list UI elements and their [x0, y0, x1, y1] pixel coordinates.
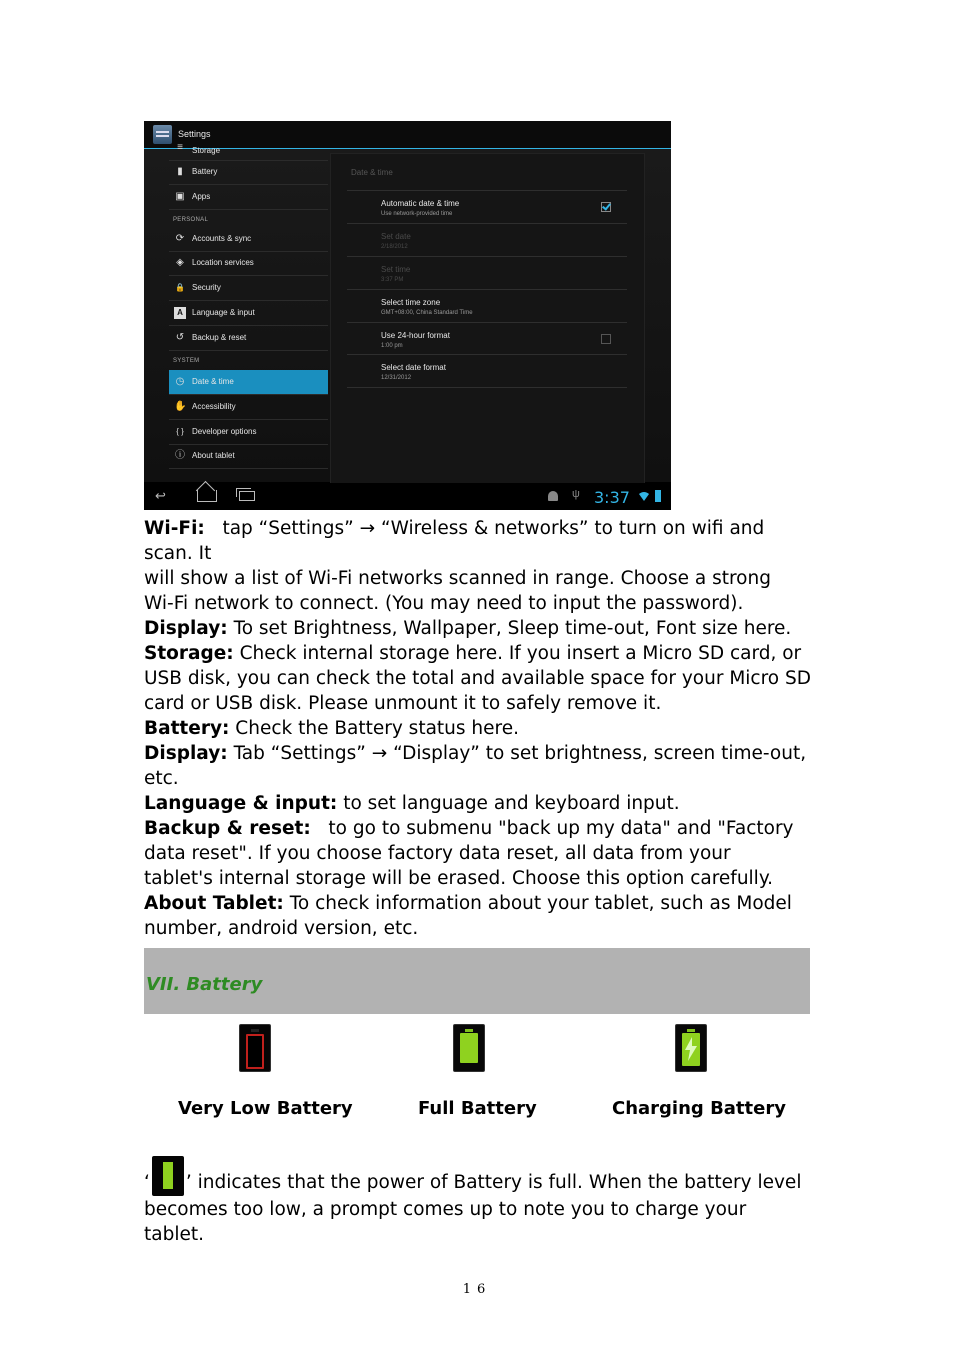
wifi-label: Wi-Fi:	[144, 518, 205, 539]
pref-summary: 12/31/2012	[381, 375, 412, 381]
settings-item-language[interactable]	[169, 301, 328, 326]
battery-charging-icon	[675, 1024, 707, 1072]
recent-apps-icon[interactable]	[239, 491, 255, 501]
settings-item-about[interactable]	[169, 444, 328, 469]
settings-item-date-time[interactable]	[169, 370, 328, 395]
display-text: etc.	[144, 768, 179, 789]
language-label: Language & input:	[144, 793, 338, 814]
settings-item-label: Apps	[192, 192, 211, 201]
display-text: To set Brightness, Wallpaper, Sleep time-out, Font size here.	[233, 618, 792, 639]
battery-full-label: Full Battery	[418, 1098, 537, 1119]
pref-summary: 1:00 pm	[381, 343, 403, 349]
settings-item-label: Location services	[192, 258, 254, 267]
backup-icon: ↺	[175, 332, 185, 343]
settings-item-label: Accessibility	[192, 402, 236, 411]
settings-screenshot	[144, 121, 671, 510]
battery-icon: ▮	[177, 166, 183, 177]
navigation-bar	[144, 483, 671, 510]
battery-low-label: Very Low Battery	[178, 1098, 353, 1119]
settings-item-label: About tablet	[192, 451, 235, 460]
lock-icon: 🔒	[175, 283, 185, 292]
about-text: To check information about your tablet, such as Model	[289, 893, 792, 914]
display-label: Display:	[144, 743, 228, 764]
sync-icon: ⟳	[175, 233, 185, 244]
storage-text: Check internal storage here. If you insert a Micro SD card, or	[239, 643, 802, 664]
display-text: Tab “Settings” → “Display” to set brightness, screen time-out,	[233, 743, 807, 764]
24-hour-checkbox[interactable]	[601, 334, 611, 344]
pref-title: Select date format	[381, 363, 446, 372]
pref-title: Use 24-hour format	[381, 331, 450, 340]
settings-item-apps[interactable]	[169, 185, 328, 210]
battery-cap	[687, 1029, 695, 1032]
pref-set-date[interactable]	[347, 223, 627, 256]
home-icon[interactable]	[197, 490, 217, 502]
settings-item-label: Battery	[192, 167, 218, 176]
pref-summary: GMT+08:00, China Standard Time	[381, 310, 473, 316]
pref-24-hour[interactable]	[347, 322, 627, 355]
status-battery-icon	[655, 490, 661, 502]
display-label: Display:	[144, 618, 228, 639]
page-number: 16	[462, 1282, 492, 1297]
battery-cap	[251, 1029, 259, 1032]
wifi-text: Wi-Fi network to connect. (You may need to input the password).	[144, 593, 744, 614]
settings-item-accessibility[interactable]	[169, 395, 328, 420]
backup-text: to go to submenu "back up my data" and "Factory	[328, 818, 794, 839]
section-title: VII. Battery	[146, 974, 263, 995]
battery-cap	[465, 1029, 473, 1032]
settings-item-label: Language & input	[192, 308, 255, 317]
settings-item-accounts[interactable]	[169, 227, 328, 252]
wifi-text: tap “Settings” → “Wireless & networks” to turn on wifi and scan. It	[144, 518, 765, 564]
battery-note	[144, 1170, 814, 1247]
battery-label: Battery:	[144, 718, 230, 739]
pref-set-time[interactable]	[347, 256, 627, 289]
hand-icon: ✋	[174, 401, 187, 412]
usb-icon: ψ	[572, 488, 580, 500]
android-debug-icon	[548, 491, 558, 501]
clock-icon: ◷	[175, 376, 185, 387]
storage-text: USB disk, you can check the total and available space for your Micro SD	[144, 668, 811, 689]
language-icon: A	[174, 307, 186, 319]
settings-item-label: Date & time	[192, 377, 234, 386]
section-header-personal: PERSONAL	[173, 217, 209, 223]
status-clock: 3:37	[594, 488, 630, 507]
note-text: becomes too low, a prompt comes up to note you to charge your	[144, 1199, 747, 1220]
settings-body	[144, 142, 671, 482]
settings-item-storage[interactable]	[169, 136, 328, 161]
battery-low-outline	[246, 1034, 264, 1069]
storage-icon: ≡	[177, 142, 183, 153]
settings-item-security[interactable]	[169, 276, 328, 301]
location-icon: ◈	[176, 257, 184, 268]
apps-icon: ▣	[175, 191, 185, 202]
battery-low-icon	[239, 1024, 271, 1072]
about-label: About Tablet:	[144, 893, 284, 914]
section-header-bar	[144, 948, 810, 1014]
settings-item-developer[interactable]	[169, 420, 328, 445]
language-text: to set language and keyboard input.	[343, 793, 680, 814]
settings-item-battery[interactable]	[169, 160, 328, 185]
date-time-panel	[330, 153, 645, 485]
lightning-icon	[683, 1037, 699, 1061]
pref-date-format[interactable]	[347, 354, 627, 388]
open-quote: ‘	[144, 1172, 150, 1193]
section-header-system: SYSTEM	[173, 358, 200, 364]
storage-text: card or USB disk. Please unmount it to safely remove it.	[144, 693, 662, 714]
battery-text: Check the Battery status here.	[235, 718, 519, 739]
wifi-icon	[639, 491, 649, 501]
backup-text: tablet's internal storage will be erased. Choose this option carefully.	[144, 868, 774, 889]
inline-battery-icon	[150, 1178, 186, 1188]
wifi-text: will show a list of Wi-Fi networks scanned in range. Choose a strong	[144, 568, 771, 589]
pref-title: Set time	[381, 265, 411, 274]
settings-item-label: Developer options	[192, 427, 257, 436]
pref-automatic-date-time[interactable]	[347, 190, 627, 223]
battery-full-fill	[460, 1033, 478, 1063]
pref-summary: Use network-provided time	[381, 211, 453, 217]
settings-item-label: Security	[192, 283, 221, 292]
backup-text: data reset". If you choose factory data reset, all data from your	[144, 843, 731, 864]
battery-full-icon	[453, 1024, 485, 1072]
settings-item-label: Storage	[192, 146, 221, 155]
wifi-description	[144, 516, 814, 941]
battery-charging-label: Charging Battery	[612, 1098, 786, 1119]
settings-item-backup[interactable]	[169, 326, 328, 351]
about-text: number, android version, etc.	[144, 918, 419, 939]
storage-label: Storage:	[144, 643, 234, 664]
note-text: tablet.	[144, 1224, 204, 1245]
backup-label: Backup & reset:	[144, 818, 311, 839]
pref-title: Set date	[381, 232, 411, 241]
settings-item-location[interactable]	[169, 251, 328, 276]
pref-title: Automatic date & time	[381, 199, 460, 208]
pref-summary: 3:37 PM	[381, 277, 404, 283]
note-text: ’ indicates that the power of Battery is full. When the battery level	[185, 1172, 802, 1193]
settings-item-label: Backup & reset	[192, 333, 247, 342]
pref-title: Select time zone	[381, 298, 441, 307]
braces-icon: { }	[176, 427, 184, 436]
settings-item-label: Accounts & sync	[192, 234, 252, 243]
info-icon: ⓘ	[175, 450, 185, 461]
pref-time-zone[interactable]	[347, 289, 627, 322]
app-title: Settings	[178, 129, 211, 139]
settings-list	[169, 142, 328, 482]
panel-header: Date & time	[351, 168, 393, 177]
pref-summary: 2/18/2012	[381, 244, 408, 250]
automatic-time-checkbox[interactable]	[601, 202, 611, 212]
back-icon[interactable]: ↩	[155, 488, 166, 503]
